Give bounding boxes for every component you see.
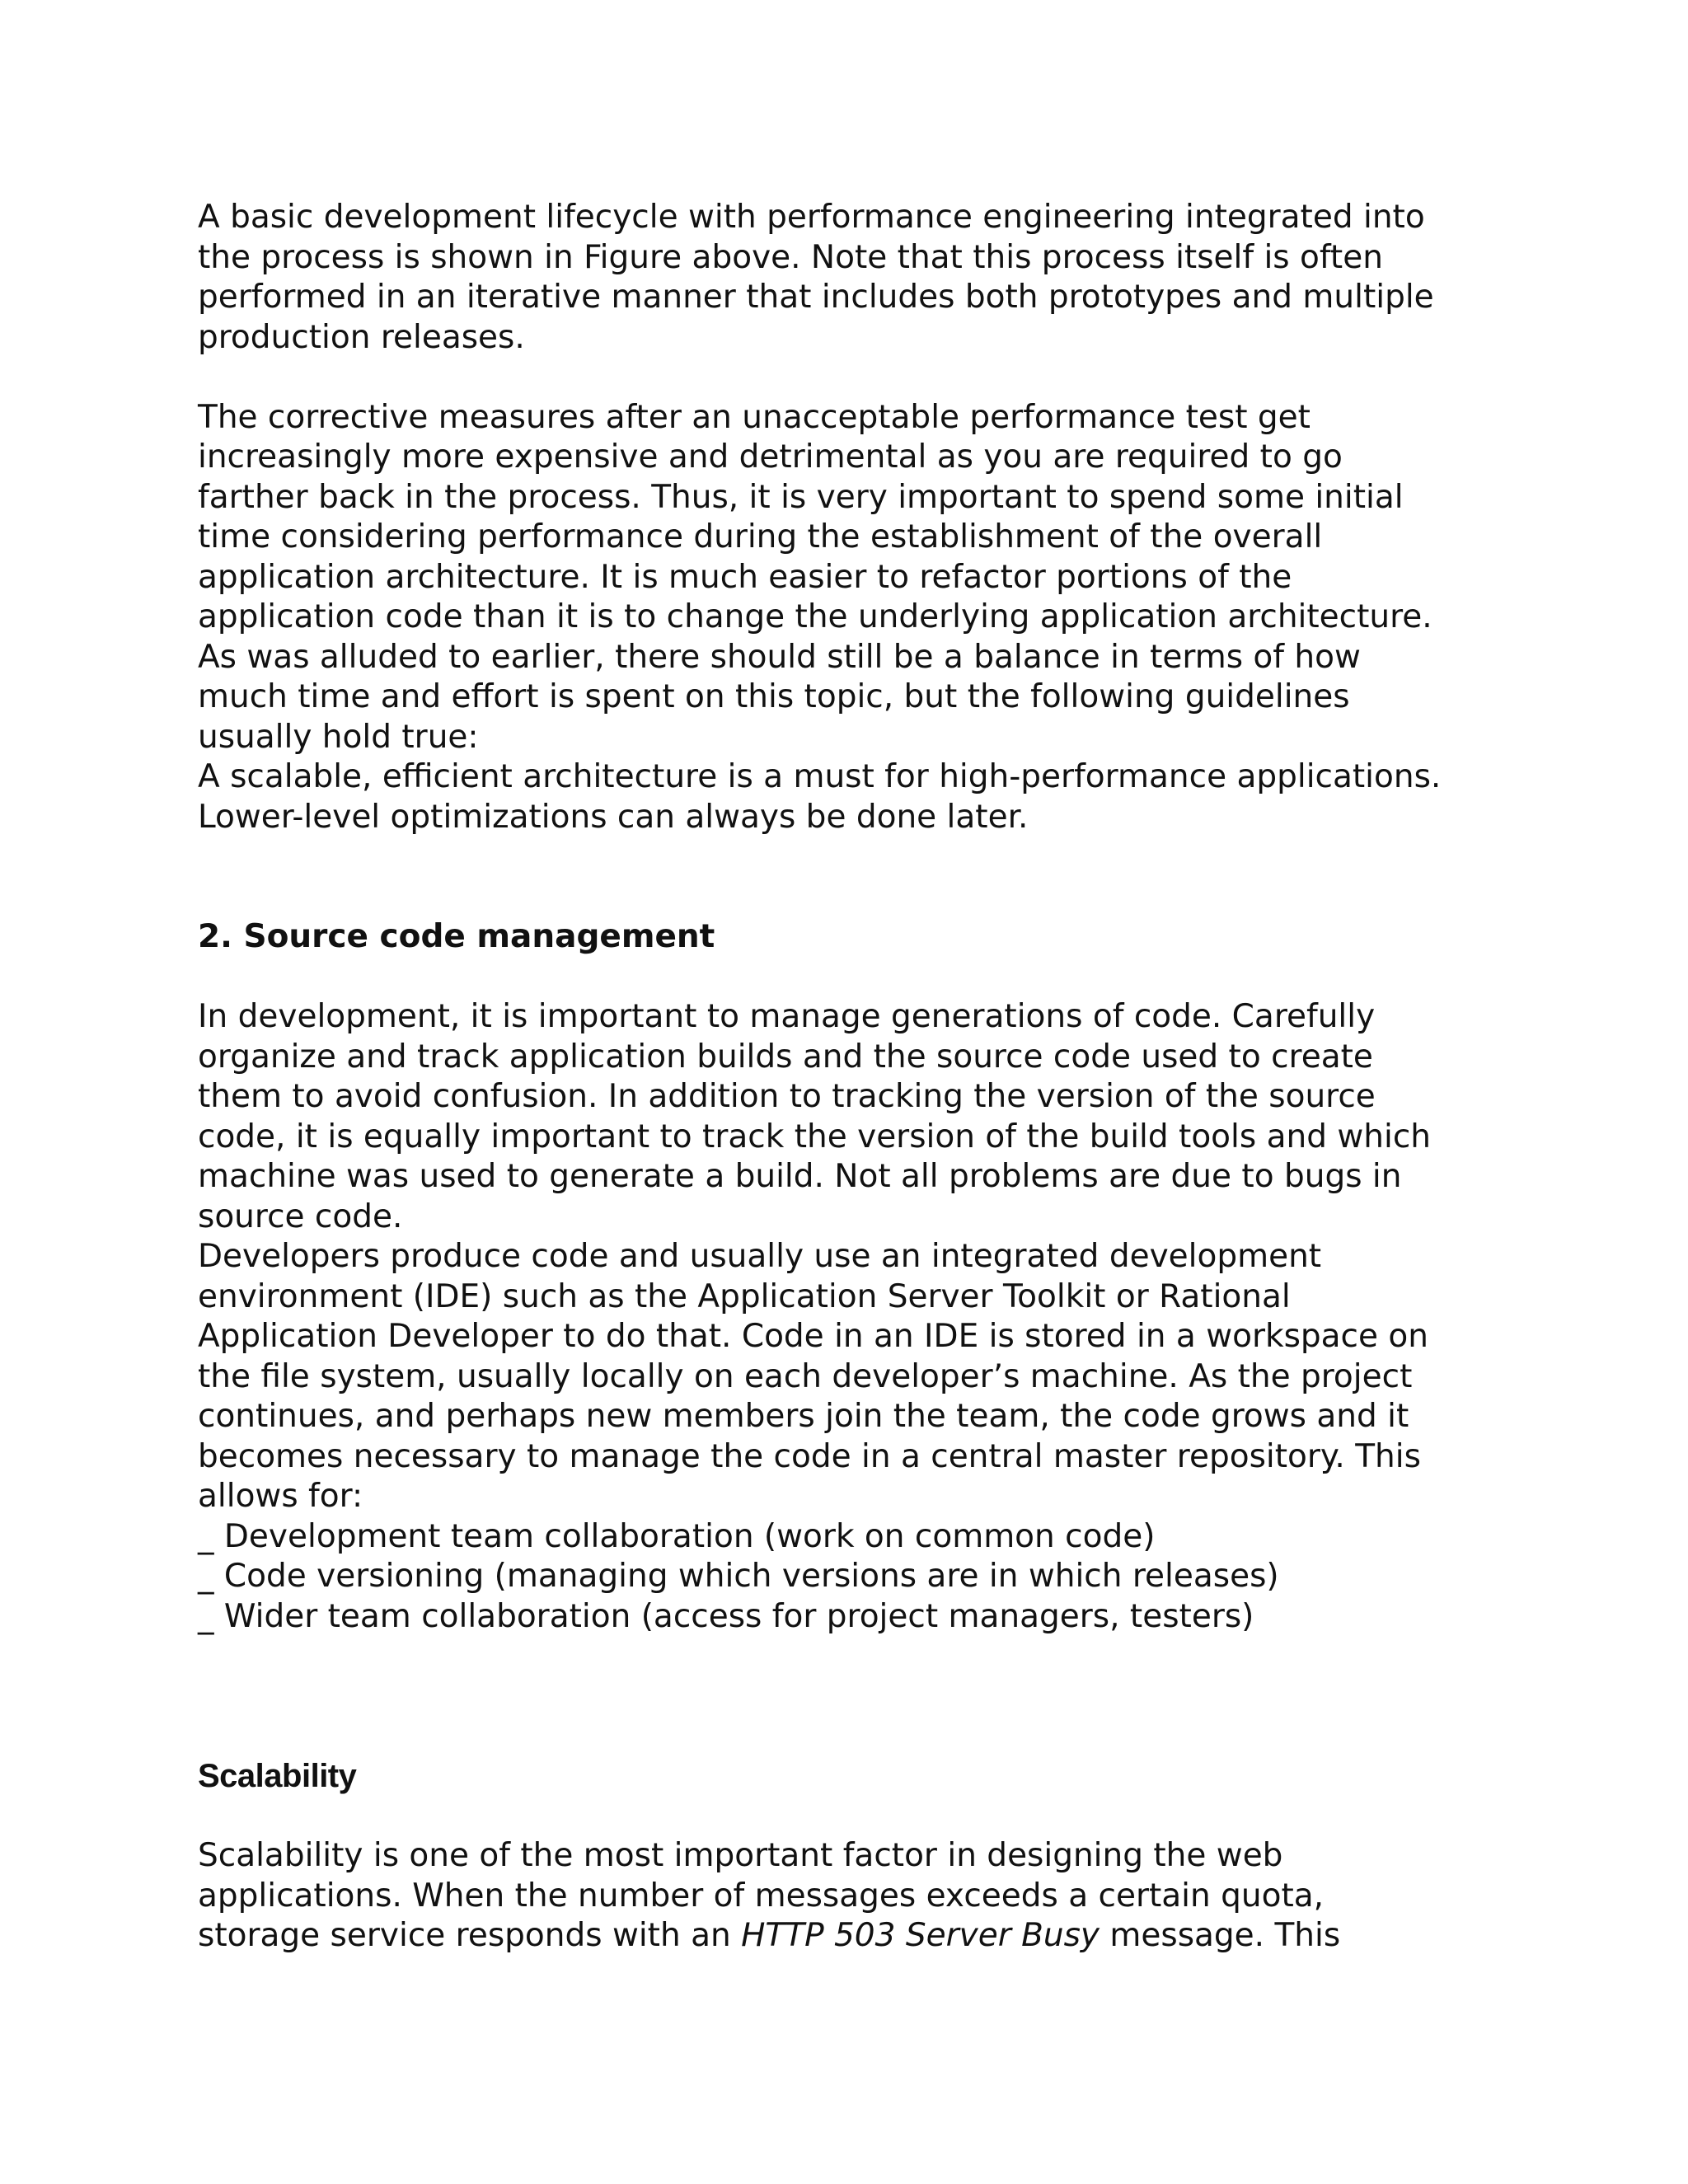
text-line: applications. When the number of messages exceeds a certain quota,: [198, 1877, 1325, 1915]
text-line: A scalable, efficient architecture is a must for high-performance applications.: [198, 758, 1442, 795]
document-body: [198, 198, 1500, 1957]
text-line: application architecture. It is much easier to refactor portions of the: [198, 558, 1292, 596]
text-line: The corrective measures after an unacceptable performance test get: [198, 398, 1311, 436]
list-item: _ Development team collaboration (work on common code): [198, 1517, 1156, 1555]
text-line: farther back in the process. Thus, it is very important to spend some initial: [198, 478, 1404, 516]
text-line: organize and track application builds and the source code used to create: [198, 1038, 1373, 1076]
text-line: usually hold true:: [198, 718, 479, 756]
paragraph-lifecycle: [198, 198, 1500, 358]
paragraph-spacer: [198, 958, 1500, 998]
section-spacer: [198, 1637, 1500, 1756]
text-line: the process is shown in Figure above. Note that this process itself is often: [198, 238, 1383, 276]
text-line: the file system, usually locally on each developer’s machine. As the project: [198, 1357, 1413, 1395]
text-line: Scalability is one of the most important factor in designing the web: [198, 1837, 1283, 1874]
paragraph-scalability: [198, 1836, 1500, 1957]
text-line: A basic development lifecycle with performance engineering integrated into: [198, 199, 1425, 236]
text-segment: message. This: [1100, 1917, 1341, 1954]
text-line: source code.: [198, 1197, 403, 1235]
text-line: them to avoid confusion. In addition to tracking the version of the source: [198, 1078, 1376, 1115]
paragraph-spacer: [198, 1797, 1500, 1837]
text-line: application code than it is to change the underlying application architecture.: [198, 598, 1432, 635]
text-line: As was alluded to earlier, there should still be a balance in terms of how: [198, 638, 1361, 676]
section-heading-scalability: Scalability: [198, 1758, 357, 1794]
paragraph-source-code: [198, 997, 1500, 1637]
text-line: [198, 1916, 1500, 1957]
text-line: continues, and perhaps new members join the team, the code grows and it: [198, 1398, 1409, 1435]
text-line: environment (IDE) such as the Application Server Toolkit or Rational: [198, 1277, 1291, 1315]
text-line: allows for:: [198, 1478, 363, 1515]
text-line: code, it is equally important to track the version of the build tools and which: [198, 1118, 1431, 1155]
text-line: performed in an iterative manner that includes both prototypes and multiple: [198, 279, 1434, 316]
text-line: time considering performance during the establishment of the overall: [198, 518, 1323, 555]
text-line: production releases.: [198, 318, 525, 356]
paragraph-spacer: [198, 358, 1500, 398]
list-item: _ Code versioning (managing which versions are in which releases): [198, 1558, 1279, 1595]
text-line: Lower-level optimizations can always be done later.: [198, 798, 1029, 836]
text-line: Developers produce code and usually use an integrated development: [198, 1238, 1322, 1275]
text-segment: storage service responds with an: [198, 1917, 742, 1954]
text-line: much time and effort is spent on this topic, but the following guidelines: [198, 678, 1350, 715]
section-spacer: [198, 837, 1500, 917]
list-item: _ Wider team collaboration (access for project managers, testers): [198, 1597, 1254, 1635]
text-line: In development, it is important to manage generations of code. Carefully: [198, 998, 1376, 1035]
text-line: increasingly more expensive and detrimental as you are required to go: [198, 438, 1343, 476]
text-line: becomes necessary to manage the code in a central master repository. This: [198, 1437, 1421, 1475]
section-heading-source-code: 2. Source code management: [198, 918, 715, 955]
text-line: Application Developer to do that. Code in an IDE is stored in a workspace on: [198, 1318, 1428, 1355]
paragraph-corrective-measures: [198, 398, 1500, 838]
text-line: machine was used to generate a build. Not all problems are due to bugs in: [198, 1158, 1402, 1195]
http-status-text: HTTP 503 Server Busy: [741, 1917, 1100, 1954]
